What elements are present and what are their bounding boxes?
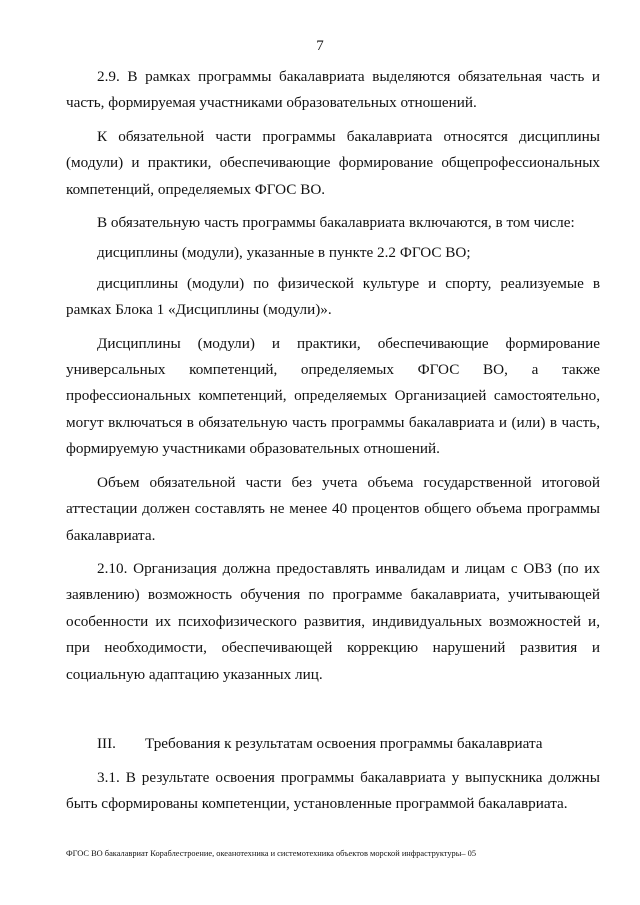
section-title: Требования к результатам освоения программы бакалавриата — [145, 734, 543, 752]
paragraph-2-10: 2.10. Организация должна предоставлять инвалидам и лицам с ОВЗ (по их заявлению) возможность обучения по программе бакалавриата, учитывающей особенности их психофизического развития, индивидуальных возможностей и, при необходимости, обеспечивающей коррекцию нарушений развития и социальную адаптацию указанных лиц. — [66, 559, 600, 683]
page-footer: ФГОС ВО бакалавриат Кораблестроение, океанотехника и системотехника объектов морской инфраструктуры– 05 — [66, 849, 477, 858]
list-item-disciplines-2-2: дисциплины (модули), указанные в пункте 2.2 ФГОС ВО; — [97, 244, 471, 262]
paragraph-universal-competencies: Дисциплины (модули) и практики, обеспечивающие формирование универсальных компетенций, определяемых ФГОС ВО, а также профессиональных компетенций, определяемых Организацией самостоятельно, могут включаться в обязательную часть программы бакалавриата и (или) в часть, формируемую участниками образовательных отношений. — [66, 334, 600, 458]
section-heading — [66, 731, 600, 757]
paragraph-mandatory-includes: В обязательную часть программы бакалавриата включаются, в том числе: — [97, 214, 575, 232]
list-item-physical-culture: дисциплины (модули) по физической культуре и спорту, реализуемые в рамках Блока 1 «Дисциплины (модули)». — [66, 274, 600, 319]
section-number: III. — [97, 734, 116, 752]
paragraph-mandatory-volume: Объем обязательной части без учета объема государственной итоговой аттестации должен составлять не менее 40 процентов общего объема программы бакалавриата. — [66, 473, 600, 544]
paragraph-2-9: 2.9. В рамках программы бакалавриата выделяются обязательная часть и часть, формируемая участниками образовательных отношений. — [66, 68, 600, 112]
paragraph-3-1: 3.1. В результате освоения программы бакалавриата у выпускника должны быть сформированы компетенции, установленные программой бакалавриата. — [66, 768, 600, 813]
document-body — [66, 64, 600, 825]
page-number: 7 — [316, 38, 324, 54]
paragraph-mandatory-part: К обязательной части программы бакалавриата относятся дисциплины (модули) и практики, обеспечивающие формирование общепрофессиональных компетенций, определяемых ФГОС ВО. — [66, 127, 600, 198]
